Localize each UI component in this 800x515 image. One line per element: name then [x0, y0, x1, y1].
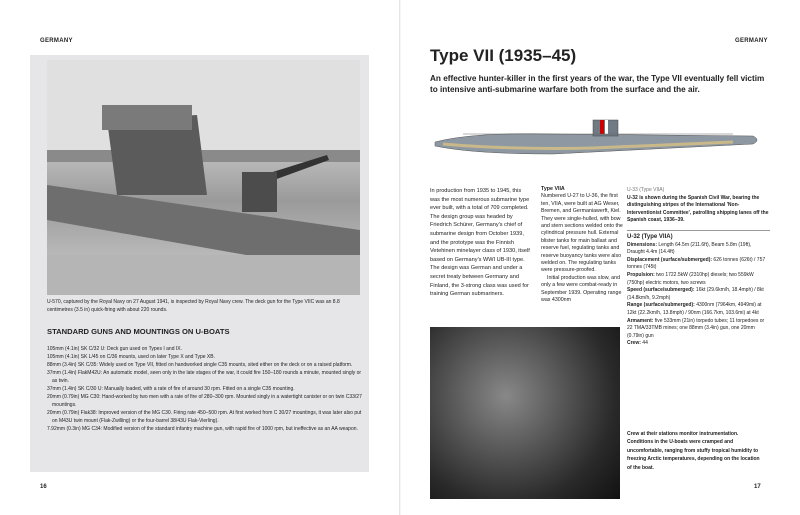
gun-item: 37mm (1.4in) FlakM42U: An automatic model, seen only in the late stages of the war, it could fire 150–180 rounds a minute, mounted singly or as twin.	[47, 370, 362, 384]
spec-row: Propulsion: two 1722.5kW (2310hp) diesels; two 559kW (750hp) electric motors, two screws	[627, 271, 754, 286]
illustration-label: U-33 (Type VIIA)	[627, 187, 665, 193]
divider	[627, 230, 770, 231]
gun-item: 88mm (3.4in) SK C/35: Widely used on Type VII, fitted on handworked single C35 mounts, sited either on the deck or on a raised platform.	[47, 362, 353, 368]
intro-text: In production from 1935 to 1945, this was the most numerous submarine type ever built, with a total of 709 completed. The design group was headed by Friedrich Schürer, Germany's chief of submarine design from October 1939, and the prototype was the Finnish Vetehinen minelayer class of 1930, itself based on Germany's WWI UB-III type. The design was German and under a secret treaty between Germany and Finland, the 3-strong class was used for training German submariners.	[430, 188, 530, 298]
gun-item: 105mm (4.1in) SK C/32 U: Deck gun used on Types I and IX.	[47, 346, 182, 352]
guns-list	[47, 345, 363, 433]
spec-row: Range (surface/submerged): 4300nm (7964km, 4949mi) at 12kt (22.2km/h, 13.8mph) / 90nm (166.7km, 103.6mi) at 4kt	[627, 302, 762, 316]
gun-item: 37mm (1.4in) SK C/30 U: Manually loaded, with a rate of fire of around 30 rpm. Fitted on a single C35 mounting.	[47, 386, 295, 392]
spec-row: Armament: five 533mm (21in) torpedo tubes; 11 torpedoes or 22 TMA/33TMB mines; one 88mm (3.4in) gun, one 20mm (0.79in) gun	[627, 317, 765, 339]
spec-panel	[627, 187, 770, 348]
spec-row: Crew: 44	[627, 340, 648, 347]
type-viia-section	[541, 186, 624, 305]
spec-title: U-32 (Type VIIA)	[627, 233, 673, 240]
illustration-caption: U-32 is shown during the Spanish Civil War, bearing the distinguishing stripes of the International 'Non-Interventionist Committee', patrolling shipping lanes off the Spanish coast, 1936–39.	[627, 194, 769, 224]
page-number-right: 17	[754, 484, 761, 490]
gutter	[399, 0, 401, 515]
gun-item: 105mm (4.1in) SK L/45 on C/36 mounts, used on later Type X and Type XB.	[47, 354, 215, 360]
spec-row: Dimensions: Length 64.5m (211.6ft), Beam 5.8m (19ft), Draught 4.4m (14.4ft)	[627, 241, 752, 256]
crew-photo-caption: Crew at their stations monitor instrumentation. Conditions in the U-boats were cramped and uncomfortable, ranging from stuffy tropical humidity to freezing Arctic temperatures, depending on the location of the boat.	[627, 431, 760, 471]
gun-item: 7.92mm (0.3in) MG C34: Modified version of the standard infantry machine gun, with rapid fire of 1000 rpm, but ineffective as an AA weapon.	[47, 426, 358, 432]
sidebar-title: STANDARD GUNS AND MOUNTINGS ON U-BOATS	[47, 327, 230, 336]
type-viia-paragraph: Numbered U-27 to U-36, the first ten, VIIA, were built at AG Weser, Bremen, and Germaniawerft, Kiel. They were single-hulled, with bow and stern sections welded onto the cylindrical pressure hull. External blister tanks for main ballast and reserve fuel, regulating tanks and reserve buoyancy tanks were also welded on. The regulating tanks were pressure-proofed.	[541, 193, 623, 274]
u-boat-photo	[47, 60, 360, 295]
running-header-left: GERMANY	[40, 38, 73, 44]
running-header-right: GERMANY	[735, 38, 768, 44]
submarine-photo-illustration	[47, 60, 360, 295]
crew-photo	[430, 327, 620, 499]
page-subtitle: An effective hunter-killer in the first years of the war, the Type VII eventually fell victim to intensive anti-submarine warfare both from the surface and the air.	[430, 74, 765, 94]
page-title: Type VII (1935–45)	[430, 46, 577, 65]
gun-item: 20mm (0.79in) MG C30: Hand-worked by two men with a rate of fire of 280–300 rpm. Mounted singly in a watertight canister or on twin C33/27 mountings.	[47, 394, 362, 408]
gun-item: 20mm (0.79in) Flak38: Improved version of the MG C30. Firing rate 450–500 rpm. At first worked from C 30/27 mountings, it was later also put on M43U twin mount (Flak-Zwilling) or the four-barrel 38/43U Flak-Vierling).	[47, 410, 362, 424]
type-viia-heading: Type VIIA	[541, 186, 565, 192]
spec-row: Speed (surface/submerged): 16kt (29.6km/h, 18.4mph) / 8kt (14.8km/h, 9.2mph)	[627, 287, 764, 301]
submarine-profile-illustration	[433, 110, 763, 175]
spec-row: Displacement (surface/submerged): 626 tonnes (626t) / 757 tonnes (745t)	[627, 256, 766, 271]
photo-caption: U-570, captured by the Royal Navy on 27 August 1941, is inspected by Royal Navy crew. The deck gun for the Type VIIC was an 8.8 centimetres (3.5 in) quick-firing with about 220 rounds.	[47, 299, 340, 313]
page-number-left: 16	[40, 484, 47, 490]
type-viia-paragraph: Initial production was slow, and only a few were combat-ready in September 1939. Operating range was 4300nm	[541, 274, 622, 304]
